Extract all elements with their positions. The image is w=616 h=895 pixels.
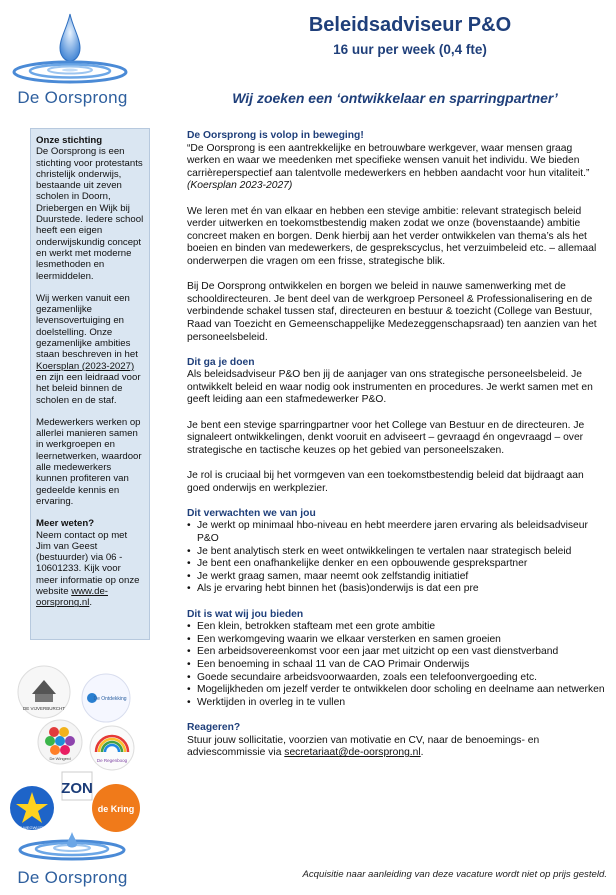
logo-label-7: de Kring bbox=[97, 804, 135, 814]
doen-heading: Dit ga je doen bbox=[187, 356, 255, 368]
logo-label-2: De Ontdekking bbox=[93, 696, 127, 702]
list-item: • Goede secundaire arbeidsvoorwaarden, zoals een telefoonvergoeding etc. bbox=[187, 672, 605, 685]
list-item: • Als je ervaring hebt binnen het (basis)onderwijs is dat een pre bbox=[187, 583, 605, 596]
intro-source: (Koersplan 2023-2027) bbox=[187, 180, 293, 192]
email-link[interactable]: secretariaat@de-oorsprong.nl bbox=[284, 747, 421, 759]
list-item: • Je bent een onafhankelijke denker en een opbouwende gesprekspartner bbox=[187, 558, 605, 571]
reageren-body: Stuur jouw sollicitatie, voorzien van motivatie en CV, naar de benoemings- en adviescommissie via bbox=[187, 734, 540, 759]
school-logo-wegwijzer bbox=[10, 786, 54, 830]
doen-paragraph-2: Je bent een stevige sparringpartner voor het College van Bestuur en de directeuren. Je signaleert ontwikkelingen, denkt vooruit en adviseert – gevraagd én ongevraagd – over strategische en tactische keuzes op het gebied van personeelszaken. bbox=[187, 419, 585, 456]
logo-label-6: DE WEGWIJZER bbox=[16, 825, 48, 830]
bieden-heading: Dit is wat wij jou bieden bbox=[187, 608, 304, 620]
meer-weten-heading: Meer weten? bbox=[36, 518, 95, 530]
koersplan-link[interactable]: Koersplan (2023-2027) bbox=[36, 360, 135, 372]
stichting-heading: Onze stichting bbox=[36, 135, 103, 146]
waarden-after: en zijn een leidraad voor het beleid binnen de scholen en de staf. bbox=[36, 371, 141, 406]
doen-paragraph-3: Je rol is cruciaal bij het vormgeven van een toekomstbestendig beleid dat bijdraagt aan goed onderwijs en werkplezier. bbox=[187, 470, 584, 494]
list-item: • Een arbeidsovereenkomst voor een jaar met uitzicht op een vast dienstverband bbox=[187, 646, 605, 659]
oorsprong-logo-bottom-icon bbox=[16, 828, 128, 868]
school-logo-regenboog bbox=[90, 726, 134, 770]
list-item: • Een werkomgeving waarin we elkaar versterken en samen groeien bbox=[187, 634, 605, 647]
verwachten-heading: Dit verwachten we van jou bbox=[187, 507, 316, 519]
doen-paragraph-1: Als beleidsadviseur P&O ben jij de aanjager van ons strategische personeelsbeleid. Je ontwikkelt beleid en waar nodig ook instrumenten en procedures. Je werkt samen met en geeft leiding aan een stafmedewerker P&O. bbox=[187, 369, 593, 406]
bieden-list bbox=[187, 621, 605, 709]
website-end: . bbox=[89, 597, 93, 609]
meer-weten-body: Neem contact op met Jim van Geest (bestuurder) via 06 - 10601233. Kijk voor meer informatie op onze website bbox=[36, 529, 140, 597]
brand-name-top: De Oorsprong bbox=[17, 88, 128, 107]
intro-quote-text: “De Oorsprong is een aantrekkelijke en betrouwbare werkgever, waar mensen graag werken en waar we meedenken met specifieke wensen vanuit het individu. We bieden carrièreperspectief aan talentvolle medewerkers en hebben aandacht voor hun vitaliteit.” bbox=[187, 142, 590, 179]
tagline: Wij zoeken een ‘ontwikkelaar en sparringpartner’ bbox=[232, 90, 558, 106]
list-item: • Je bent analytisch sterk en weet ontwikkelingen te vertalen naar strategisch beleid bbox=[187, 546, 605, 559]
footnote: Acquisitie naar aanleiding van deze vacature wordt niet op prijs gesteld. bbox=[302, 869, 607, 880]
email-end: . bbox=[420, 747, 424, 759]
list-item: • Werktijden in overleg in te vullen bbox=[187, 697, 605, 710]
intro-heading: De Oorsprong is volop in beweging! bbox=[187, 130, 364, 141]
sidebar-info-box bbox=[30, 128, 150, 640]
list-item: • Een benoeming in schaal 11 van de CAO Primair Onderwijs bbox=[187, 659, 605, 672]
page-title: Beleidsadviseur P&O bbox=[308, 14, 512, 36]
school-logo-kring bbox=[92, 784, 140, 832]
logo-label-3: De Wingerd bbox=[49, 756, 71, 761]
school-logos-cluster bbox=[6, 660, 146, 850]
school-logo-vijverburcht bbox=[18, 666, 70, 718]
list-item: • Je werkt op minimaal hbo-niveau en hebt meerdere jaren ervaring als beleidsadviseur P&O bbox=[187, 520, 605, 545]
logo-label-4: De Regenboog bbox=[96, 758, 128, 763]
waarden-text bbox=[36, 293, 144, 406]
school-logo-wingerd bbox=[38, 720, 82, 764]
stichting-text: De Oorsprong is een stichting voor protestants christelijk onderwijs, bestaande uit zeven scholen in Doorn, Driebergen en Wijk bij Duurstede. Iedere school heeft een eigen onderwijskundig concept en werkt met moderne lesmethoden en leermiddelen. bbox=[36, 146, 144, 282]
main-content bbox=[187, 130, 605, 772]
website-link[interactable]: www.de-oorsprong.nl bbox=[36, 585, 108, 609]
intro-quote bbox=[187, 143, 605, 193]
verwachten-list bbox=[187, 520, 605, 596]
paragraph-samenwerking: Bij De Oorsprong ontwikkelen en borgen we beleid in nauwe samenwerking met de schooldirecteuren. Je bent deel van de werkgroep Personeel & Professionalisering en de verbindende schakel tussen staf, directeuren en bestuur & toezicht (College van Bestuur, Raad van Toezicht en Gemeenschappelijke Medezeggenschapsraad) ten aanzien van het personeelsbeleid. bbox=[187, 281, 597, 343]
school-logo-zon bbox=[61, 772, 93, 800]
list-item: • Mogelijkheden om jezelf verder te ontwikkelen door scholing en deelname aan netwerken bbox=[187, 684, 605, 697]
brand-name-bottom: De Oorsprong bbox=[17, 868, 128, 887]
reageren-heading: Reageren? bbox=[187, 721, 241, 733]
school-logo-ontdekking bbox=[82, 674, 130, 722]
meer-weten-text bbox=[36, 530, 144, 609]
reageren-text bbox=[187, 735, 605, 760]
logo-label-1: DE VIJVERBURCHT bbox=[22, 706, 66, 711]
page-subtitle: 16 uur per week (0,4 fte) bbox=[333, 42, 487, 57]
medewerkers-text: Medewerkers werken op allerlei manieren samen in werkgroepen en leernetwerken, waardoor alle medewerkers kunnen profiteren van gedeelde kennis en ervaring. bbox=[36, 416, 142, 507]
paragraph-ambitie: We leren met én van elkaar en hebben een stevige ambitie: relevant strategisch beleid verder uitwerken en toekomstbestendig maken zodat we onze (bovenstaande) ambitie concreet maken en borgen. Denk hierbij aan het verder ontwikkelen van thema’s als het boeien en binden van medewerkers, de gesprekscyclus, het verzuimbeleid etc. – allemaal onderwerpen die vragen om een frisse, strategische blik. bbox=[187, 205, 597, 267]
list-item: • Een klein, betrokken stafteam met een grote ambitie bbox=[187, 621, 605, 634]
logo-label-5: ZON bbox=[61, 780, 93, 797]
waarden-before: Wij werken vanuit een gezamenlijke levensovertuiging en doelstelling. Onze gezamenlijke ambities staan beschreven in het bbox=[36, 292, 138, 361]
list-item: • Je werkt graag samen, maar neemt ook zelfstandig initiatief bbox=[187, 571, 605, 584]
